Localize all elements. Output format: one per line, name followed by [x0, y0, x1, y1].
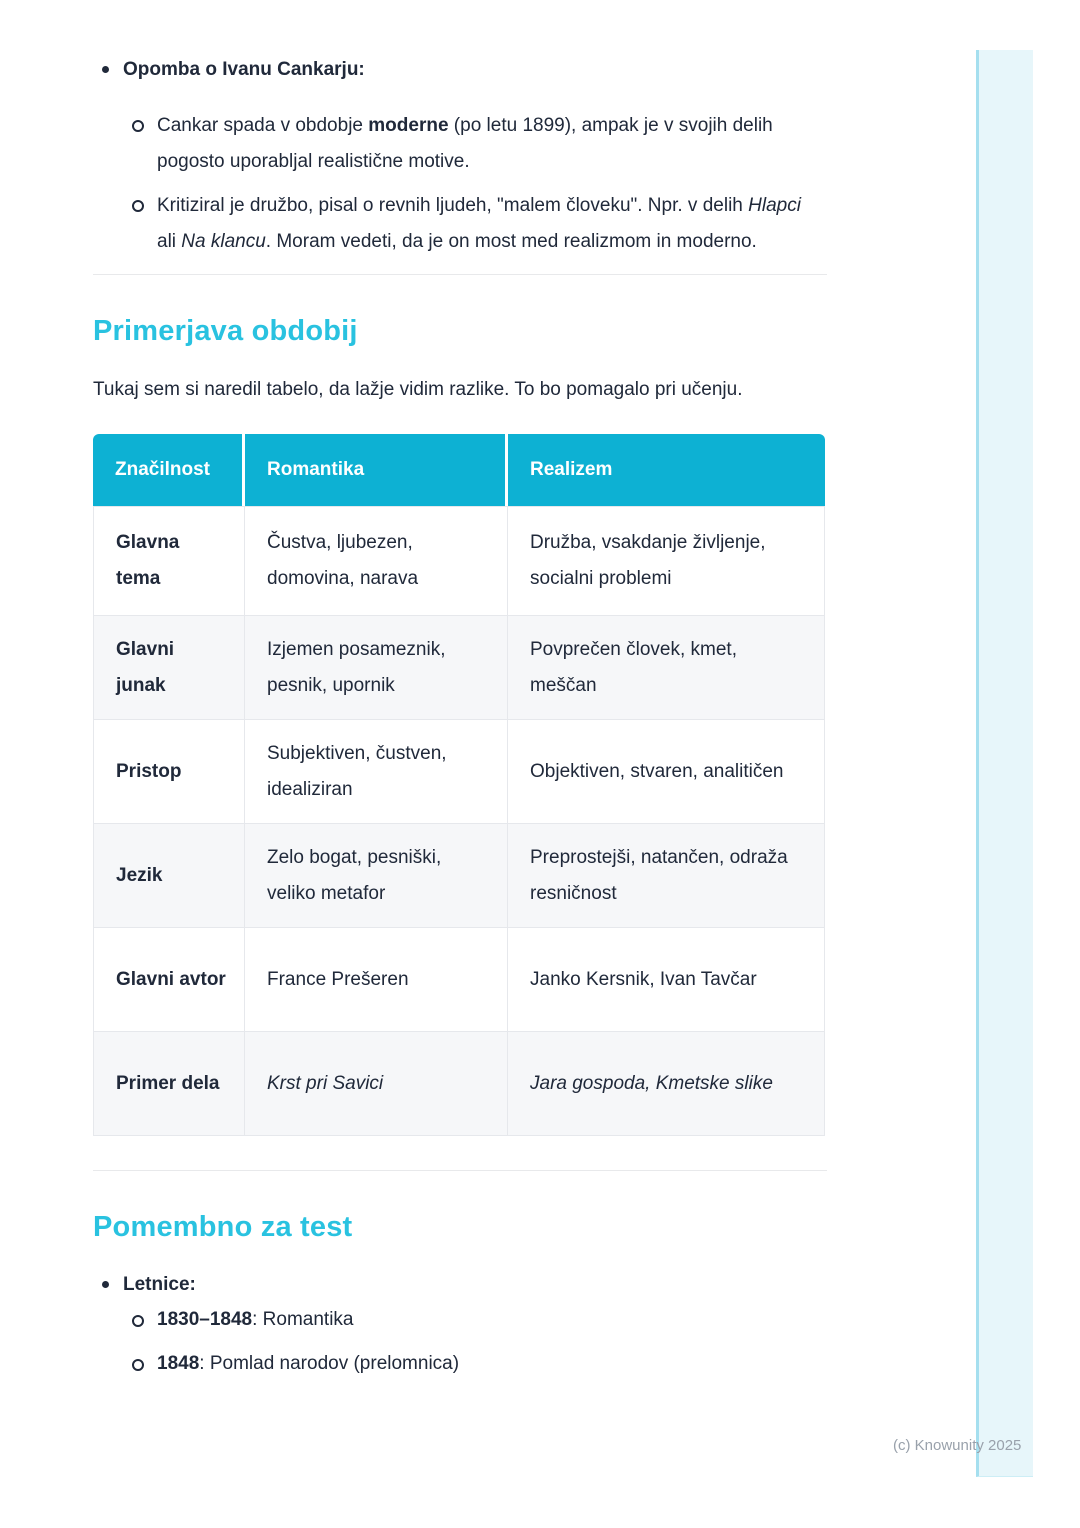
divider — [93, 1170, 827, 1171]
test-sublist — [93, 1305, 827, 1379]
table-row — [93, 928, 825, 1032]
note-item-2-text: Kritiziral je družbo, pisal o revnih ljudeh, "malem človeku". Npr. v delih — [157, 195, 749, 216]
table-row — [93, 506, 825, 616]
comparison-table — [93, 434, 825, 1136]
notes-sublist — [93, 108, 827, 260]
table-cell-realizem: Preprostejši, natančen, odraža resničnost — [508, 824, 825, 928]
table-cell-realizem: Jara gospoda, Kmetske slike — [508, 1032, 825, 1136]
table-cell-label: Glavni avtor — [93, 928, 245, 1032]
intro-paragraph: Tukaj sem si naredil tabelo, da lažje vidim razlike. To bo pomagalo pri učenju. — [93, 379, 743, 400]
test-item-2-years: 1848 — [157, 1353, 200, 1374]
document-content — [93, 0, 827, 1393]
notes-list-title — [93, 56, 827, 84]
table-row — [93, 824, 825, 928]
table-row — [93, 1032, 825, 1136]
test-list — [93, 1271, 827, 1299]
table-cell-label: Glavni junak — [93, 616, 245, 720]
note-item-cankar-moderna — [93, 108, 827, 180]
note-item-1-text: Cankar spada v obdobje — [157, 115, 369, 136]
table-cell-romantika: Krst pri Savici — [245, 1032, 508, 1136]
note-item-kritika — [93, 188, 827, 260]
table-header-row — [93, 434, 825, 506]
notes-list — [93, 56, 827, 84]
note-item-2-rest: . Moram vedeti, da je on most med realizmom in moderno. — [265, 231, 757, 252]
test-item-romantika-years — [93, 1305, 827, 1335]
table-cell-label: Jezik — [93, 824, 245, 928]
section-heading-primerjava: Primerjava obdobij — [93, 315, 358, 347]
table-header-znacilnost: Značilnost — [93, 434, 245, 506]
table-cell-romantika: Subjektiven, čustven, idealiziran — [245, 720, 508, 824]
table-cell-label: Pristop — [93, 720, 245, 824]
notes-title-text: Opomba o Ivanu Cankarju: — [123, 59, 365, 80]
test-list-title — [93, 1271, 827, 1299]
table-header-realizem: Realizem — [508, 434, 825, 506]
note-item-2-title-hlapci: Hlapci — [748, 195, 801, 216]
section-heading-pomembno: Pomembno za test — [93, 1211, 353, 1243]
table-cell-realizem: Janko Kersnik, Ivan Tavčar — [508, 928, 825, 1032]
table-cell-romantika: Izjemen posameznik, pesnik, upornik — [245, 616, 508, 720]
table-cell-label: Primer dela — [93, 1032, 245, 1136]
table-cell-romantika: Zelo bogat, pesniški, veliko metafor — [245, 824, 508, 928]
page-highlight-bar — [976, 50, 1033, 1477]
note-item-1-bold: moderne — [368, 115, 449, 136]
note-item-2-mid: ali — [157, 231, 182, 252]
test-item-1-rest: : Romantika — [252, 1309, 354, 1330]
test-item-2-rest: : Pomlad narodov (prelomnica) — [199, 1353, 460, 1374]
table-cell-romantika: Čustva, ljubezen, domovina, narava — [245, 506, 508, 616]
table-cell-realizem: Objektiven, stvaren, analitičen — [508, 720, 825, 824]
test-item-1-years: 1830–1848 — [157, 1309, 253, 1330]
test-item-pomlad-narodov — [93, 1349, 827, 1379]
note-item-1-rest: (po letu 1899), ampak je v svojih delih pogosto uporabljal realistične motive. — [157, 115, 773, 172]
table-cell-realizem: Povprečen človek, kmet, meščan — [508, 616, 825, 720]
table-header-romantika: Romantika — [245, 434, 508, 506]
table-cell-romantika: France Prešeren — [245, 928, 508, 1032]
note-item-2-title-na-klancu: Na klancu — [181, 231, 266, 252]
table-row — [93, 616, 825, 720]
divider — [93, 274, 827, 275]
copyright-footer: (c) Knowunity 2025 — [893, 1437, 1022, 1454]
table-cell-realizem: Družba, vsakdanje življenje, socialni problemi — [508, 506, 825, 616]
test-title-text: Letnice: — [123, 1274, 196, 1295]
table-row — [93, 720, 825, 824]
table-cell-label: Glavna tema — [93, 506, 245, 616]
